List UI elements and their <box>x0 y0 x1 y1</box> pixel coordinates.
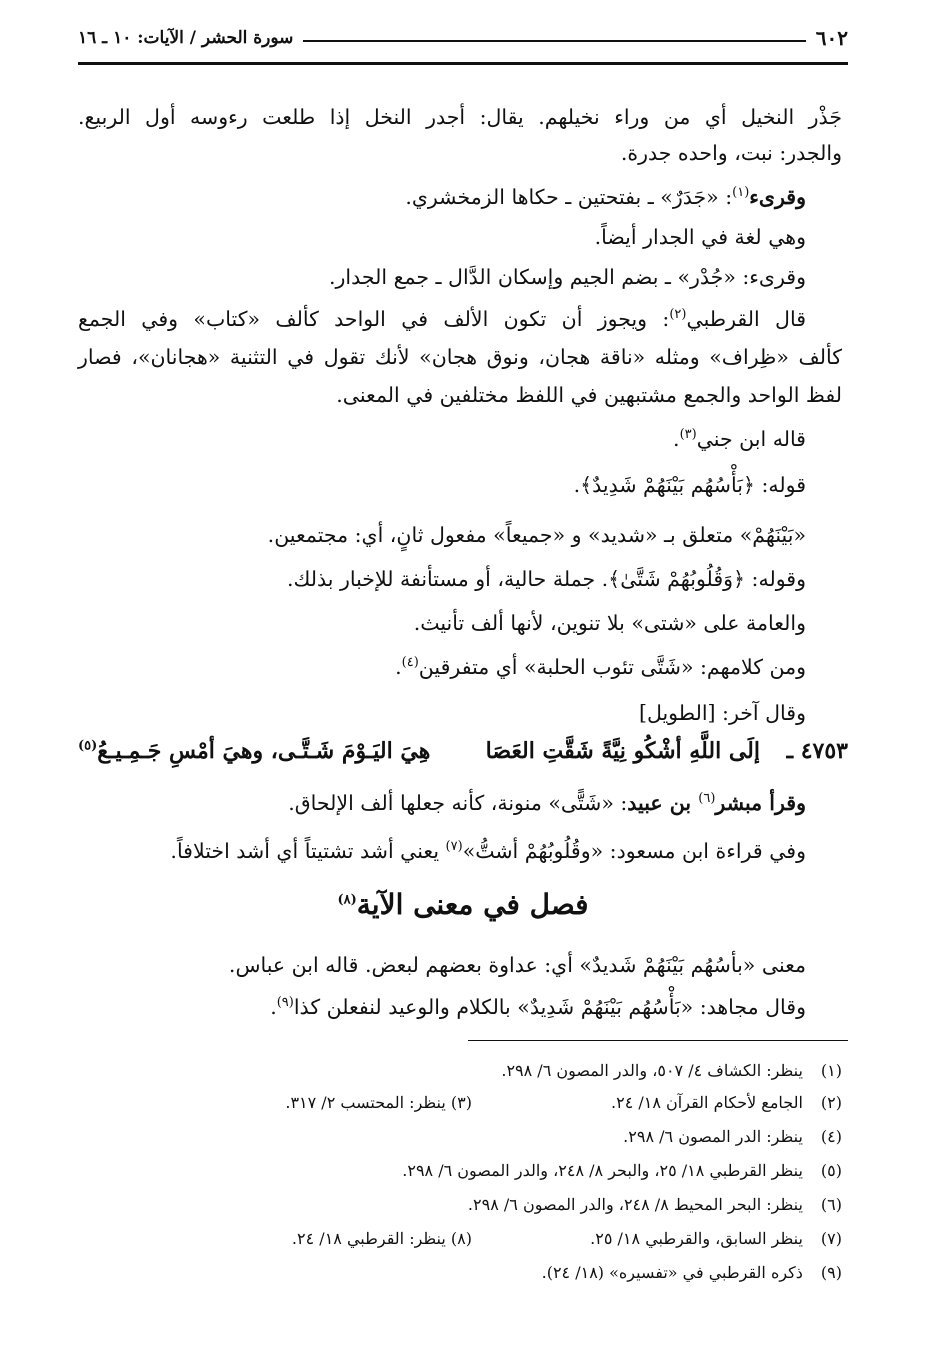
body-line <box>78 648 806 686</box>
poem-number: ٤٧٥٣ ـ <box>786 738 848 764</box>
body-line <box>78 178 806 216</box>
body-line <box>78 420 806 458</box>
poem-verse <box>78 734 848 778</box>
footnote-text: ينظر: الكشاف ٤/ ٥٠٧، والدر المصون ٦/ ٢٩٨. <box>501 1061 803 1080</box>
body-text: قاله ابن جني <box>696 427 806 451</box>
footnote-second-item <box>292 1224 472 1254</box>
footnote-item <box>78 1056 842 1086</box>
page-header <box>78 22 848 54</box>
footnote-item <box>78 1258 842 1288</box>
footnote-item <box>78 1156 842 1186</box>
page-number: ٦٠٢ <box>815 26 848 50</box>
body-line: وهي لغة في الجدار أيضاً. <box>594 225 806 249</box>
footnote-number: (٤) <box>820 1127 842 1146</box>
body-line <box>78 784 806 822</box>
body-text: ومن كلامهم: «شَتَّى تئوب الحلبة» أي متفرقين <box>418 655 806 679</box>
running-title: سورة الحشر / الآيات: ١٠ ـ ١٦ <box>78 28 294 48</box>
body-text: . <box>270 995 277 1019</box>
body-line: وقال آخر: [الطويل] <box>638 701 806 725</box>
footnote-ref: (٣) <box>679 427 697 443</box>
footnote-rule <box>468 1040 848 1041</box>
body-line <box>78 300 806 338</box>
footnote-ref: (٦) <box>698 791 716 807</box>
body-line: والعامة على «شتى» بلا تنوين، لأنها ألف تأنيث. <box>413 611 806 635</box>
footnote-ref: (٤) <box>401 655 419 671</box>
body-line <box>78 988 806 1026</box>
footnote-ref: (٢) <box>669 307 687 323</box>
footnote-ref: (٥) <box>78 738 98 754</box>
section-title-text: فصل في معنى الآية <box>356 888 589 921</box>
footnote-text: ينظر القرطبي ١٨/ ٢٥، والبحر ٨/ ٢٤٨، والدر المصون ٦/ ٢٩٨. <box>402 1161 803 1180</box>
footnote-number: (٣) <box>450 1093 472 1112</box>
footnote-text: ينظر: القرطبي ١٨/ ٢٤. <box>291 1229 446 1248</box>
footnote-number: (٦) <box>820 1195 842 1214</box>
body-line: وقوله: ﴿وَقُلُوبُهُمْ شَتَّىٰ﴾. جملة حالية، أو مستأنفة للإخبار بذلك. <box>286 567 806 591</box>
body-line: كألف «ظِراف» ومثله «ناقة هجان، ونوق هجان» لأنك تقول في التثنية «هجانان»، فصار <box>78 345 842 369</box>
reading-label: وقرىء <box>749 185 806 209</box>
footnote-number: (٧) <box>820 1229 842 1248</box>
body-line: معنى «بأسُهُم بَيْنَهُمْ شَديدٌ» أي: عداوة بعضهم لبعض. قاله ابن عباس. <box>228 953 806 977</box>
footnote-second-item <box>285 1088 472 1118</box>
body-text: وفي قراءة ابن مسعود: «وقُلُوبُهُمْ أشتُّ» <box>462 839 806 863</box>
body-text: . <box>673 427 680 451</box>
footnote-text: ينظر: المحتسب ٢/ ٣١٧. <box>285 1093 446 1112</box>
body-text: : «جَدَرٌ» ـ بفتحتين ـ حكاها الزمخشري. <box>405 185 733 209</box>
footnote-item <box>78 1122 842 1152</box>
body-line: «بَيْنَهُمْ» متعلق بـ «شديد» و «جميعاً» مفعول ثانٍ، أي: مجتمعين. <box>267 523 806 547</box>
body-text: وقال مجاهد: «بَأْسُهُم بَيْنَهُمْ شَدِيدٌ» بالكلام والوعيد لنفعلن كذا <box>293 995 806 1019</box>
body-line: جَذْر النخيل أي من وراء نخيلهم. يقال: أجدر النخل إذا طلعت رءوسه أول الربيع. <box>78 105 842 129</box>
section-title <box>0 888 926 921</box>
body-text: يعني أشد تشتيتاً أي أشد اختلافاً. <box>170 839 446 863</box>
footnote-text: ذكره القرطبي في «تفسيره» (١٨/ ٢٤). <box>541 1263 803 1282</box>
body-text: : ويجوز أن تكون الألف في الواحد كألف «كتاب» وفي الجمع <box>78 307 670 331</box>
reading-label: بن عبيد <box>627 791 699 815</box>
footnote-ref: (١) <box>732 185 750 201</box>
footnote-number: (٥) <box>820 1161 842 1180</box>
header-rule <box>78 62 848 65</box>
footnote-text: ينظر: الدر المصون ٦/ ٢٩٨. <box>623 1127 803 1146</box>
footnote-item <box>78 1190 842 1220</box>
header-dash-rule <box>303 40 805 42</box>
body-line: لفظ الواحد والجمع مشتبهين في اللفظ مختلفين في المعنى. <box>336 383 842 407</box>
body-text: : «شَتًّى» منونة، كأنه جعلها ألف الإلحاق. <box>288 791 628 815</box>
footnote-item <box>78 1224 842 1254</box>
poem-hemistich-text: هِيَ اليَـوْمَ شَـتَّـى، وهيَ أمْسِ جَـمِـيـعُ <box>97 738 431 764</box>
poem-hemistich-first: إلَى اللَّهِ أشْكُو نِيَّةً شَقَّتِ العَصَا <box>485 738 760 764</box>
body-line: وقرىء: «جُدْر» ـ بضم الجيم وإسكان الدَّال ـ جمع الجدار. <box>329 265 806 289</box>
footnote-number: (٢) <box>820 1093 842 1112</box>
footnote-ref: (٩) <box>276 995 294 1011</box>
reading-label: وقرأ مبشر <box>715 791 806 815</box>
footnote-text: ينظر: البحر المحيط ٨/ ٢٤٨، والدر المصون ٦/ ٢٩٨. <box>467 1195 803 1214</box>
body-line: قوله: ﴿بَأْسُهُم بَيْنَهُمْ شَدِيدٌ﴾. <box>573 473 806 497</box>
body-line <box>78 832 806 870</box>
footnote-number: (٨) <box>450 1229 472 1248</box>
body-text: . <box>395 655 402 679</box>
body-line: والجدر: نبت، واحده جدرة. <box>620 141 842 165</box>
footnote-ref: (٨) <box>337 892 357 908</box>
footnote-number: (٩) <box>820 1263 842 1282</box>
footnote-number: (١) <box>820 1061 842 1080</box>
footnote-text: ينظر السابق، والقرطبي ١٨/ ٢٥. <box>590 1229 803 1248</box>
footnote-item <box>78 1088 842 1118</box>
footnote-text: الجامع لأحكام القرآن ١٨/ ٢٤. <box>611 1093 803 1112</box>
body-text: قال القرطبي <box>686 307 806 331</box>
poem-hemistich-second <box>78 738 430 764</box>
footnote-ref: (٧) <box>445 839 463 855</box>
